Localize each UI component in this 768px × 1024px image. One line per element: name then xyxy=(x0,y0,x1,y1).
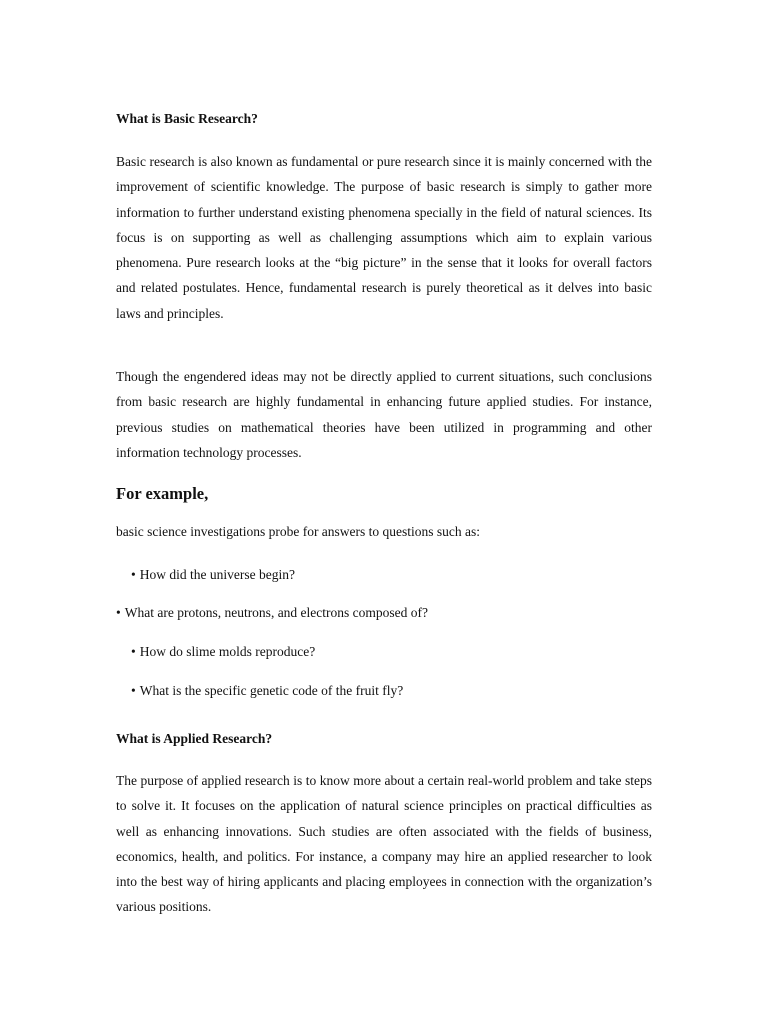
bullet-text: How did the universe begin? xyxy=(139,567,295,582)
bullet-item xyxy=(131,643,315,661)
paragraph-basic-definition: Basic research is also known as fundamental or pure research since it is mainly concerned with the improvement of scientific knowledge. The purpose of basic research is simply to gather more information to further understand existing phenomena specially in the field of natural sciences. Its focus is on supporting as well as challenging assumptions which aim to explain various phenomena. Pure research looks at the “big picture” in the sense that it looks for overall factors and related postulates. Hence, fundamental research is purely theoretical as it delves into basic laws and principles. xyxy=(116,154,652,321)
paragraph-example-intro: basic science investigations probe for answers to questions such as: xyxy=(116,524,481,539)
bullet-item xyxy=(116,604,428,622)
bullet-text: What are protons, neutrons, and electrons composed of? xyxy=(124,605,429,620)
bullet-icon: • xyxy=(116,605,121,620)
paragraph-applied-definition: The purpose of applied research is to know more about a certain real-world problem and take steps to solve it. It focuses on the application of natural science principles on practical difficulties as well as enhancing innovations. Such studies are often associated with the fields of business, economics, health, and politics. For instance, a company may hire an applied researcher to look into the best way of hiring applicants and placing employees in connection with the organization’s various positions. xyxy=(116,773,652,915)
paragraph-basic-applications: Though the engendered ideas may not be directly applied to current situations, such conclusions from basic research are highly fundamental in enhancing future applied studies. For instance, previous studies on mathematical theories have been utilized in programming and other information technology processes. xyxy=(116,369,652,460)
bullet-text: How do slime molds reproduce? xyxy=(139,644,316,659)
bullet-item xyxy=(131,566,295,584)
heading-for-example: For example, xyxy=(116,484,209,503)
bullet-text: What is the specific genetic code of the fruit fly? xyxy=(139,683,404,698)
bullet-icon: • xyxy=(131,644,136,659)
bullet-item xyxy=(131,682,403,700)
bullet-icon: • xyxy=(131,683,136,698)
heading-applied-research: What is Applied Research? xyxy=(116,731,273,746)
heading-basic-research: What is Basic Research? xyxy=(116,111,258,126)
bullet-icon: • xyxy=(131,567,136,582)
